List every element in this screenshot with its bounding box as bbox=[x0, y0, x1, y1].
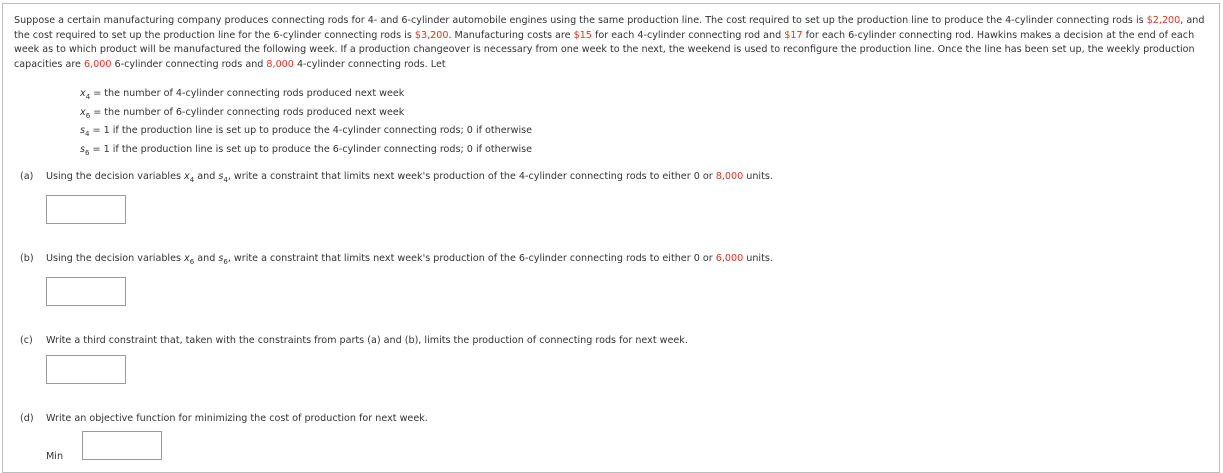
part-letter: (d) bbox=[20, 413, 34, 424]
min-label: Min bbox=[46, 451, 64, 462]
definition-text: = 1 if the production line is set up to produce the 6-cylinder connecting rods; 0 if otherwise bbox=[89, 144, 533, 156]
definition-variable: x bbox=[80, 106, 86, 118]
variable-subscript: 6 bbox=[189, 258, 195, 266]
problem-text: 6-cylinder connecting rods and bbox=[111, 59, 267, 71]
variable: x bbox=[184, 253, 190, 264]
highlighted-value: $3,200 bbox=[414, 29, 449, 41]
definition-x4 bbox=[80, 85, 532, 104]
part-a-answer-input[interactable] bbox=[46, 195, 126, 224]
problem-text: 4-cylinder connecting rods. Let bbox=[293, 59, 446, 71]
part-letter: (c) bbox=[20, 335, 33, 346]
highlighted-value: $17 bbox=[784, 29, 803, 41]
prompt-text: and bbox=[194, 171, 219, 182]
definition-text: = the number of 6-cylinder connecting rods produced next week bbox=[90, 106, 405, 118]
variable-subscript: 4 bbox=[189, 176, 195, 184]
prompt-text: units. bbox=[743, 253, 773, 264]
prompt-text: , write a constraint that limits next week's production of the 6-cylinder connecting rods to either 0 or bbox=[227, 253, 716, 264]
question-frame bbox=[2, 3, 1220, 473]
prompt-text: and bbox=[194, 253, 219, 264]
problem-text: for each 6-cylinder connecting rod. Hawkins makes a decision at the end of each week as to which product will be manufactured the following week. If a production changeover is necessary from one week to the next, the weekend is used to reconfigure the production line. Once the line has been set up, the weekly production capacities are bbox=[14, 29, 1195, 71]
definition-text: = the number of 4-cylinder connecting rods produced next week bbox=[90, 88, 405, 99]
definition-text: = 1 if the production line is set up to produce the 4-cylinder connecting rods; 0 if otherwise bbox=[89, 125, 533, 137]
variable-definitions bbox=[80, 85, 532, 160]
definition-variable: s bbox=[80, 125, 85, 137]
variable-subscript: 6 bbox=[223, 258, 228, 266]
problem-text: , and the cost required to set up the production line for the 6-cylinder connecting rods is bbox=[14, 15, 1205, 41]
part-c-answer-input[interactable] bbox=[46, 355, 126, 384]
part-d-prompt bbox=[20, 413, 428, 424]
part-a-prompt bbox=[20, 171, 773, 182]
highlighted-value: 8,000 bbox=[266, 59, 294, 71]
problem-text: for each 4-cylinder connecting rod and bbox=[591, 29, 785, 41]
prompt-text: Write an objective function for minimizing the cost of production for next week. bbox=[46, 413, 428, 424]
definition-variable: s bbox=[80, 144, 85, 156]
part-b-prompt bbox=[20, 253, 773, 264]
capacity-value: 6,000 bbox=[715, 253, 744, 264]
definition-subscript: 4 bbox=[85, 130, 90, 139]
part-b-answer-input[interactable] bbox=[46, 277, 126, 306]
prompt-text: , write a constraint that limits next week's production of the 4-cylinder connecting rods to either 0 or bbox=[227, 171, 716, 182]
definition-subscript: 6 bbox=[85, 149, 90, 158]
definition-s4 bbox=[80, 122, 532, 141]
prompt-text: Using the decision variables bbox=[46, 171, 185, 182]
prompt-text: Write a third constraint that, taken with the constraints from parts (a) and (b), limits the production of connecting rods for next week. bbox=[46, 335, 688, 346]
variable-subscript: 4 bbox=[223, 176, 228, 184]
definition-subscript: 6 bbox=[85, 111, 91, 120]
highlighted-value: 6,000 bbox=[84, 59, 112, 71]
highlighted-value: $2,200 bbox=[1146, 15, 1181, 26]
variable: s bbox=[218, 171, 224, 182]
problem-text: Suppose a certain manufacturing company produces connecting rods for 4- and 6-cylinder automobile engines using the same production line. The cost required to set up the production line to produce the 4-cylinder connecting rods is bbox=[14, 15, 1147, 26]
part-letter: (b) bbox=[20, 253, 34, 264]
definition-variable: x bbox=[80, 88, 86, 99]
highlighted-value: $15 bbox=[573, 29, 592, 41]
definition-subscript: 4 bbox=[85, 93, 91, 101]
part-letter: (a) bbox=[20, 171, 34, 182]
problem-text: . Manufacturing costs are bbox=[448, 29, 574, 41]
capacity-value: 8,000 bbox=[715, 171, 744, 182]
definition-s6 bbox=[80, 141, 532, 160]
prompt-text: Using the decision variables bbox=[46, 253, 185, 264]
problem-statement bbox=[14, 14, 1220, 73]
variable: s bbox=[218, 253, 224, 264]
part-d-answer-input[interactable] bbox=[82, 431, 162, 460]
part-c-prompt bbox=[20, 335, 688, 346]
variable: x bbox=[184, 171, 190, 182]
prompt-text: units. bbox=[743, 171, 773, 182]
definition-x6 bbox=[80, 104, 532, 123]
